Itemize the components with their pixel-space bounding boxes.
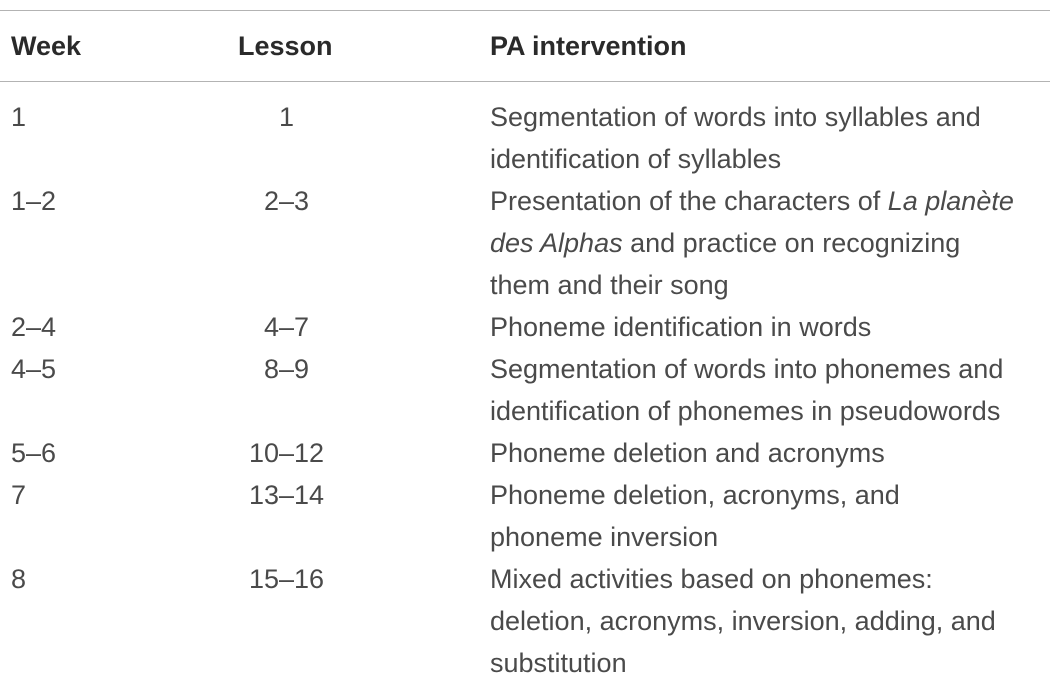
pa-intervention-line (490, 432, 1046, 474)
pa-intervention-line (490, 264, 1046, 306)
pa-intervention-line (490, 516, 1046, 558)
cell-week: 7 (11, 480, 27, 510)
italic-title-text: des Alphas (490, 228, 623, 258)
pa-intervention-line (490, 306, 1046, 348)
cell-week: 1–2 (11, 186, 57, 216)
table-row (0, 180, 1050, 306)
pa-intervention-line (490, 180, 1046, 222)
pa-text-segment: deletion, acronyms, inversion, adding, and (490, 606, 996, 636)
pa-intervention-line (490, 600, 1046, 642)
cell-pa-intervention (490, 558, 1046, 684)
pa-text-segment: Segmentation of words into syllables and (490, 102, 981, 132)
table-row (0, 432, 1050, 474)
cell-lesson: 8–9 (263, 354, 310, 384)
cell-lesson: 10–12 (248, 438, 325, 468)
pa-text-segment: them and their song (490, 270, 729, 300)
pa-text-segment: Phoneme identification in words (490, 312, 872, 342)
cell-pa-intervention (490, 96, 1046, 180)
cell-pa-intervention (490, 348, 1046, 432)
pa-intervention-line (490, 138, 1046, 180)
table-row (0, 96, 1050, 180)
table-row (0, 348, 1050, 432)
table-row (0, 474, 1050, 558)
pa-text-segment: Mixed activities based on phonemes: (490, 564, 933, 594)
cell-lesson: 13–14 (248, 480, 325, 510)
cell-pa-intervention (490, 180, 1046, 306)
cell-week: 4–5 (11, 354, 57, 384)
pa-intervention-line (490, 348, 1046, 390)
pa-intervention-line (490, 222, 1046, 264)
table-row (0, 306, 1050, 348)
cell-lesson: 4–7 (263, 312, 310, 342)
cell-week: 5–6 (11, 438, 57, 468)
cell-week: 8 (11, 564, 27, 594)
pa-text-segment: Segmentation of words into phonemes and (490, 354, 1004, 384)
pa-intervention-line (490, 390, 1046, 432)
pa-text-segment: Presentation of the characters of (490, 186, 888, 216)
table-header-rule (0, 81, 1050, 82)
pa-intervention-line (490, 642, 1046, 684)
pa-intervention-line (490, 474, 1046, 516)
pa-text-segment: phoneme inversion (490, 522, 719, 552)
pa-intervention-line (490, 96, 1046, 138)
pa-intervention-line (490, 558, 1046, 600)
cell-lesson: 1 (278, 102, 295, 132)
cell-pa-intervention (490, 474, 1046, 558)
pa-text-segment: Phoneme deletion, acronyms, and (490, 480, 900, 510)
cell-lesson: 15–16 (248, 564, 325, 594)
column-header-lesson: Lesson (238, 31, 333, 61)
cell-pa-intervention (490, 306, 1046, 348)
cell-pa-intervention (490, 432, 1046, 474)
pa-text-segment: identification of phonemes in pseudowords (490, 396, 1001, 426)
cell-week: 2–4 (11, 312, 57, 342)
column-header-week: Week (11, 31, 82, 61)
table-header-row (0, 10, 1050, 81)
italic-title-text: La planète (887, 186, 1014, 216)
table-body (0, 96, 1050, 684)
pa-text-segment: and practice on recognizing (622, 228, 961, 258)
pa-text-segment: identification of syllables (490, 144, 782, 174)
cell-week: 1 (11, 102, 27, 132)
pa-text-segment: substitution (490, 648, 627, 678)
table-row (0, 558, 1050, 684)
cell-lesson: 2–3 (263, 186, 310, 216)
column-header-pa-intervention: PA intervention (490, 31, 687, 61)
pa-text-segment: Phoneme deletion and acronyms (490, 438, 885, 468)
